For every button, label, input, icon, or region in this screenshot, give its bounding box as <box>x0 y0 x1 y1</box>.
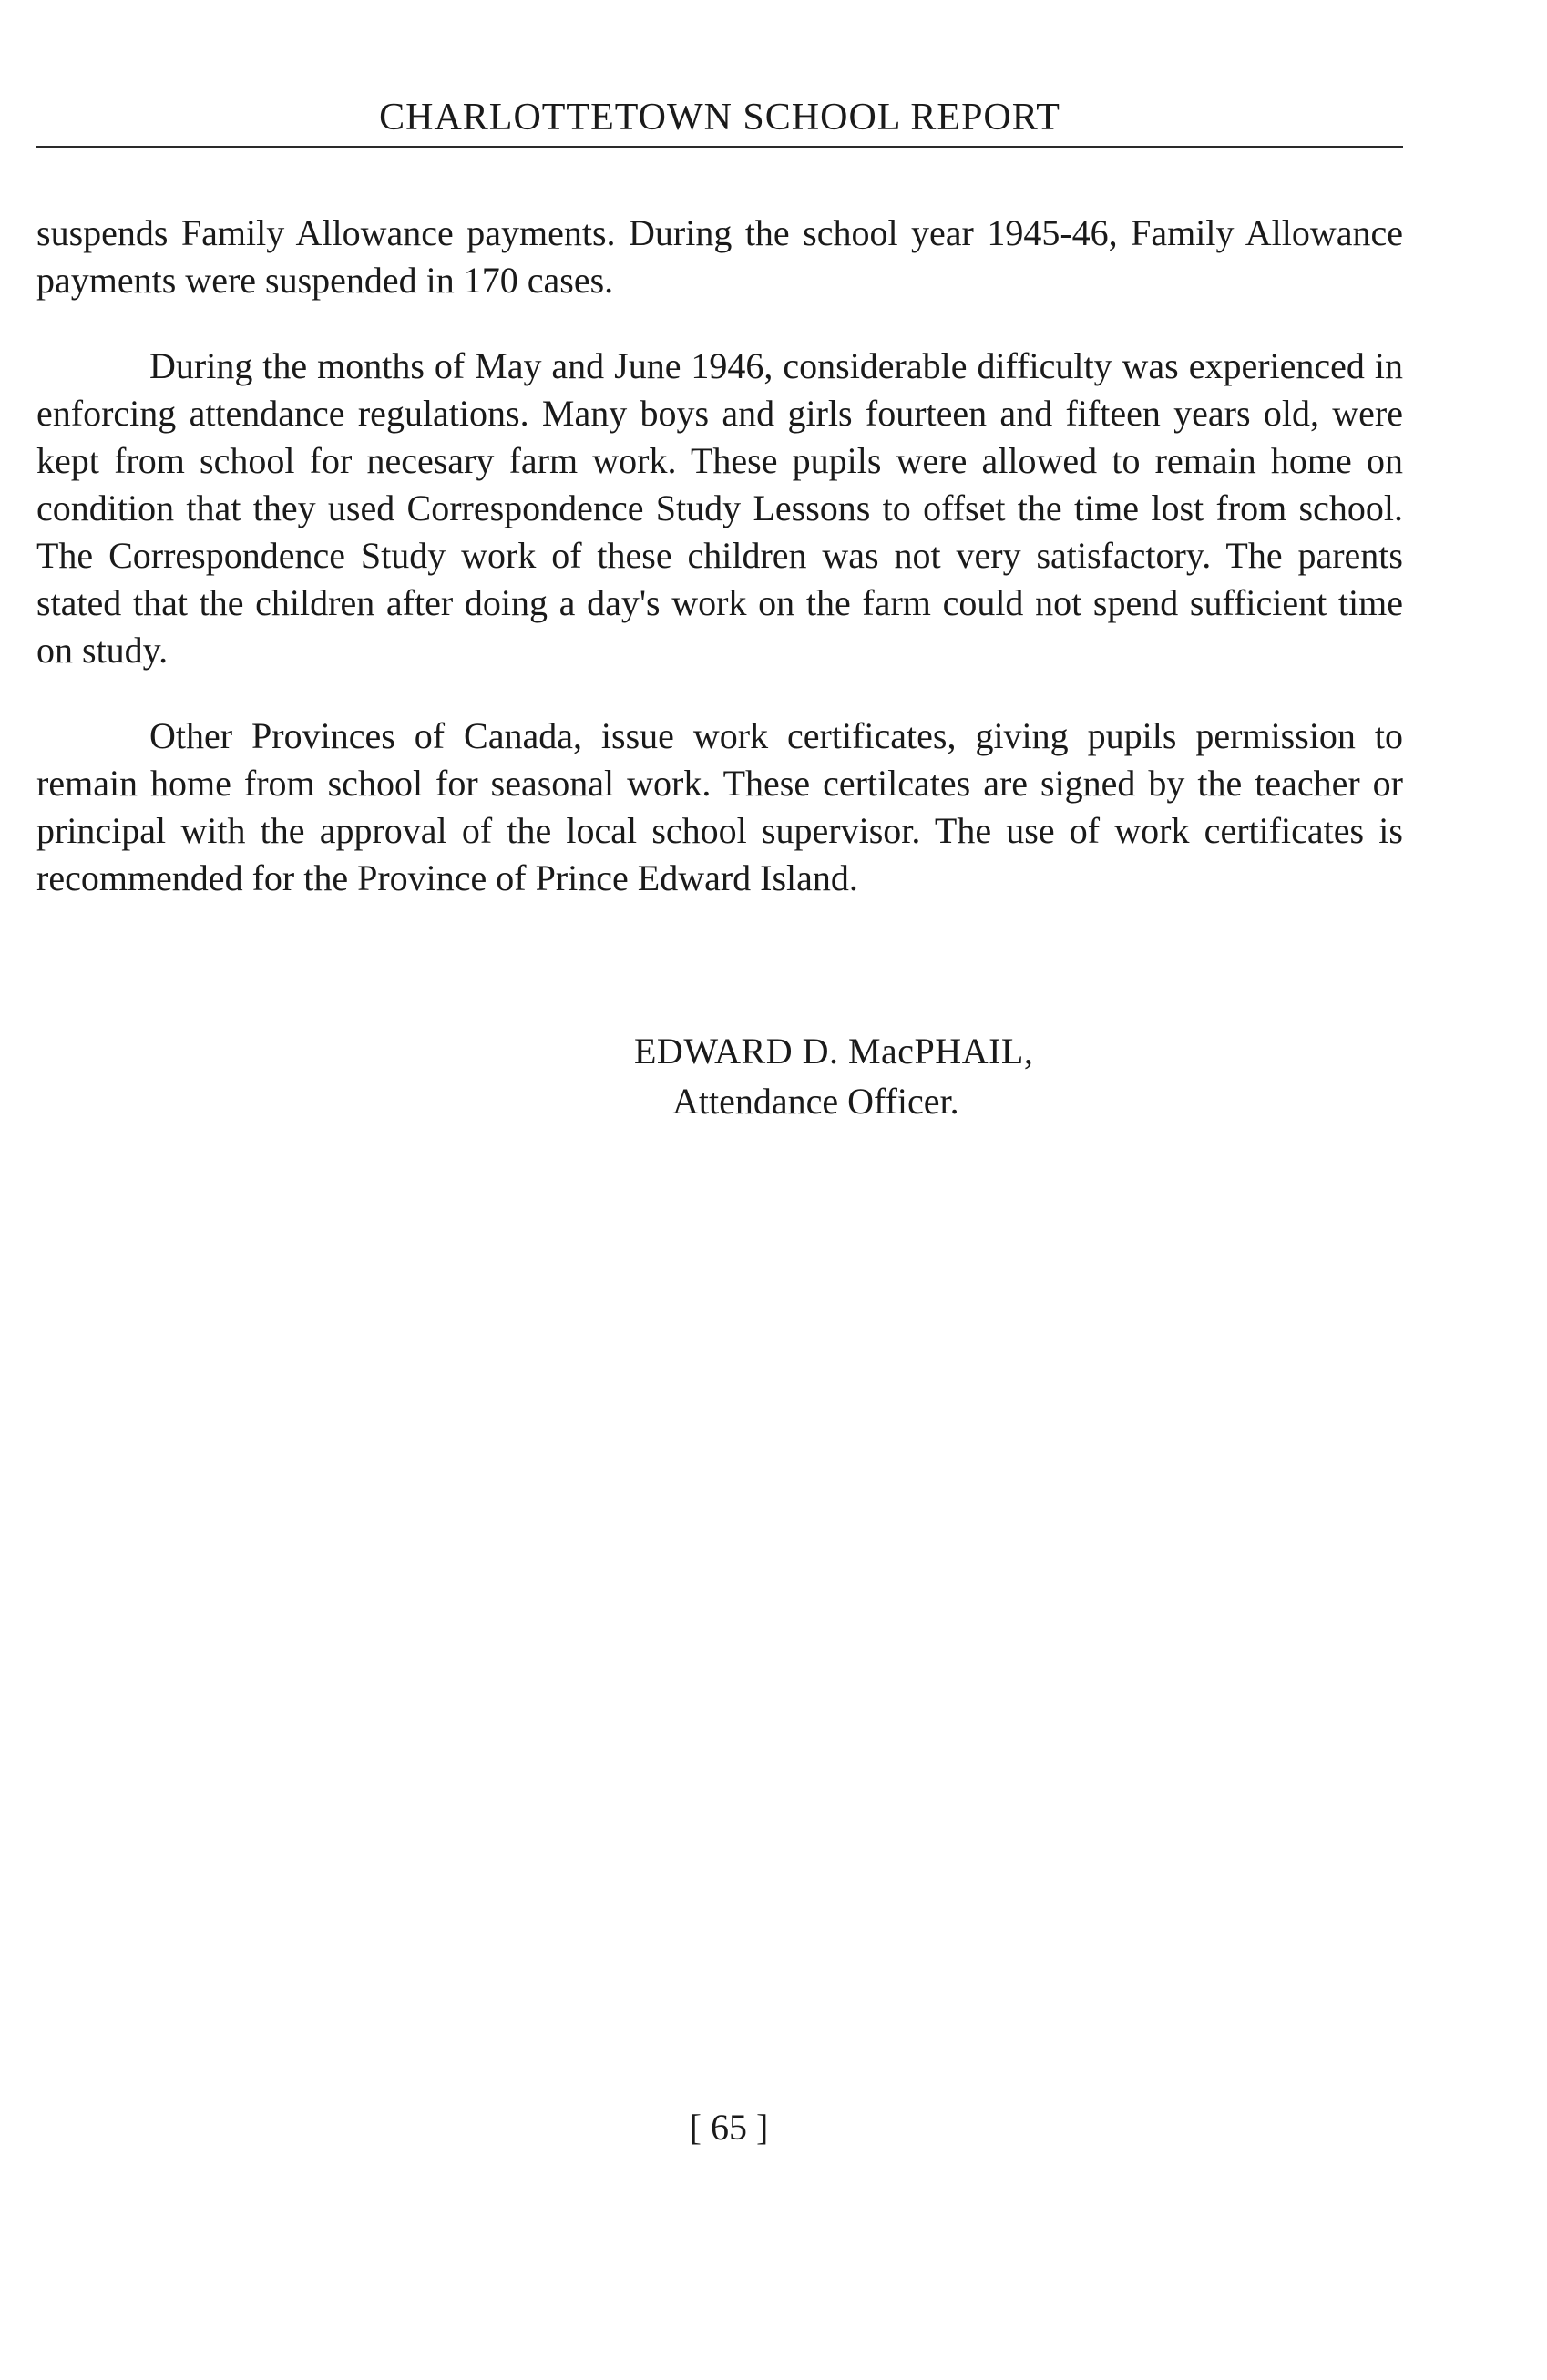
paragraph-3: Other Provinces of Canada, issue work certificates, giving pupils permission to remain home from school for seasonal work. These certilcates are signed by the teacher or principal with the approval of the local school supervisor. The use of work certificates is recommended for the Province of Prince Edward Island. <box>36 715 1403 898</box>
paragraph-1: suspends Family Allowance payments. During the school year 1945-46, Family Allowance payments were suspended in 170 cases. <box>36 212 1403 301</box>
page-number: [ 65 ] <box>689 2107 769 2148</box>
header-rule <box>36 146 1403 148</box>
running-header: CHARLOTTETOWN SCHOOL REPORT <box>379 97 1060 138</box>
signatory-title: Attendance Officer. <box>672 1081 959 1122</box>
signatory-name: EDWARD D. MacPHAIL, <box>634 1031 1034 1072</box>
paragraph-2: During the months of May and June 1946, considerable difficulty was experienced in enforcing attendance regulations. Many boys and girls fourteen and fifteen years old, were kept from school for necesary farm work. These pupils were allowed to remain home on condition that they used Correspondence Study Lessons to offset the time lost from school. The Correspondence Study work of these children was not very satisfactory. The parents stated that the children after doing a day's work on the farm could not spend sufficient time on study. <box>36 345 1403 671</box>
signature-block <box>634 1026 1033 1126</box>
body-text <box>36 210 1403 902</box>
